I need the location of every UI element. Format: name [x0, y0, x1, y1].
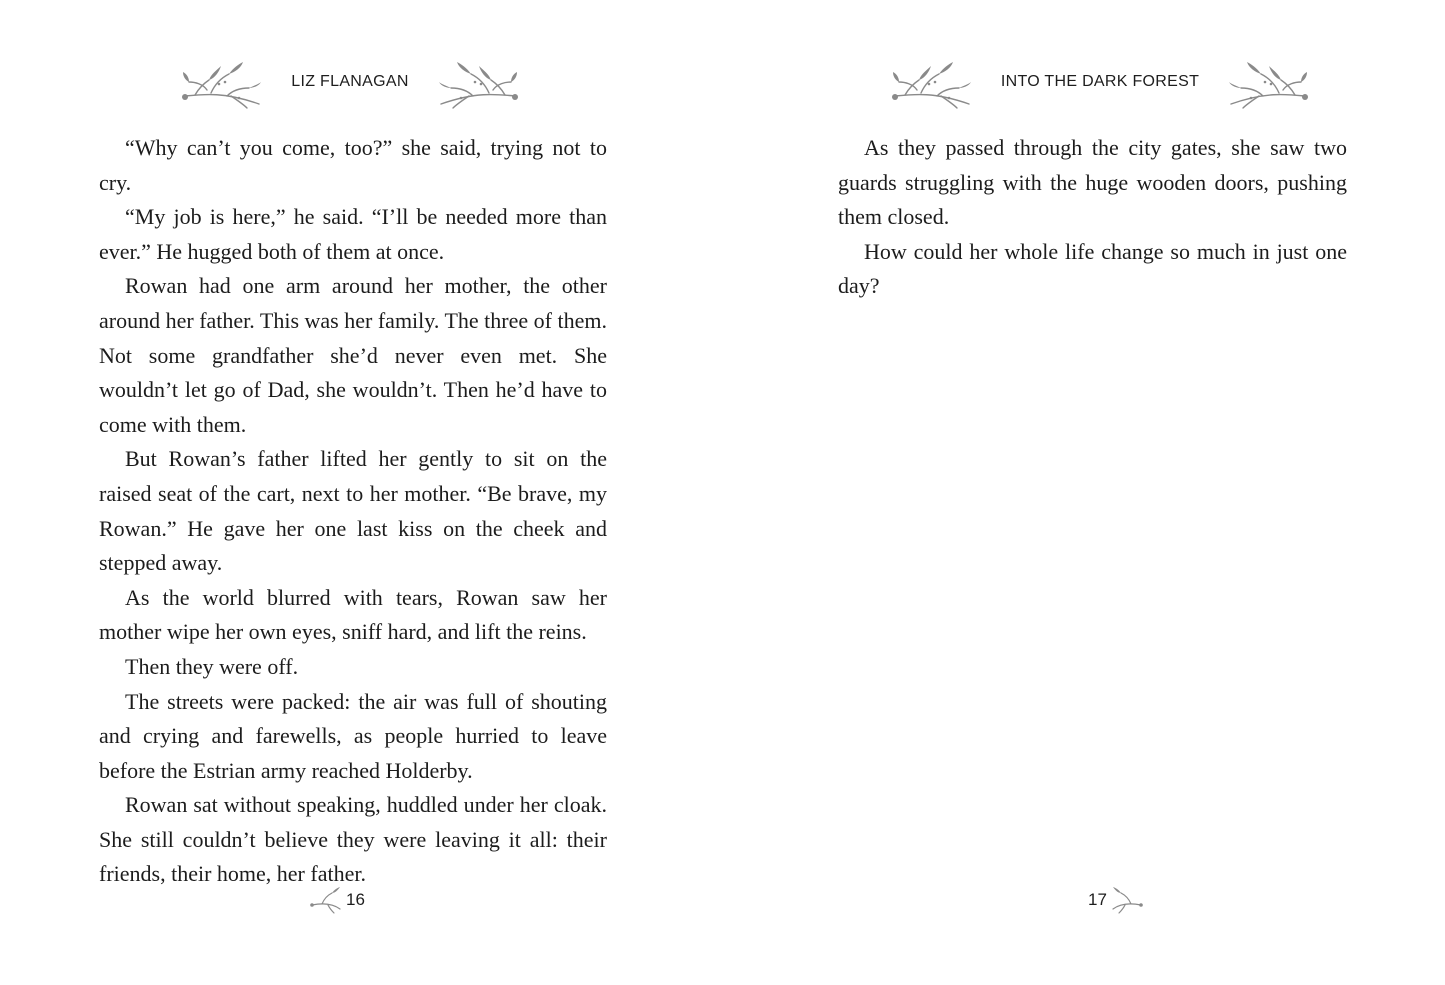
paragraph: How could her whole life change so much in just one day?	[838, 238, 1347, 299]
body-text-left	[99, 131, 607, 892]
running-head-title: INTO THE DARK FOREST	[1000, 73, 1200, 90]
paragraph: Rowan sat without speaking, huddled under her cloak. She still couldn’t believe they were leaving it all: their friends, their home, her father.	[99, 792, 607, 887]
paragraph: The streets were packed: the air was full of shouting and crying and farewells, as people hurried to leave before the Estrian army reached Holderby.	[99, 688, 607, 783]
leaf-sprig-icon	[891, 54, 973, 110]
running-head-left	[150, 54, 550, 110]
page-number-left	[310, 882, 369, 918]
leaf-sprig-icon	[1227, 54, 1309, 110]
leaf-sprig-icon	[1111, 885, 1143, 915]
left-page	[0, 0, 722, 985]
paragraph: Then they were off.	[125, 653, 299, 679]
page-number: 17	[1088, 890, 1107, 909]
leaf-sprig-icon	[181, 54, 263, 110]
body-text-right	[838, 131, 1347, 304]
page-number-right	[1084, 882, 1143, 918]
leaf-sprig-icon	[310, 885, 342, 915]
running-head-right	[900, 54, 1300, 110]
paragraph: “My job is here,” he said. “I’ll be needed more than ever.” He hugged both of them at once.	[99, 204, 607, 264]
page-number: 16	[346, 890, 365, 909]
paragraph: But Rowan’s father lifted her gently to sit on the raised seat of the cart, next to her mother. “Be brave, my Rowan.” He gave her one last kiss on the cheek and stepped away.	[99, 446, 607, 576]
paragraph: As they passed through the city gates, she saw two guards struggling with the huge wooden doors, pushing them closed.	[838, 135, 1347, 230]
right-page	[722, 0, 1445, 985]
paragraph: Rowan had one arm around her mother, the other around her father. This was her family. The three of them. Not some grandfather she’d never even met. She wouldn’t let go of Dad, she wouldn’t. Then he’d have to come with them.	[99, 273, 607, 437]
running-head-author: LIZ FLANAGAN	[291, 73, 409, 90]
leaf-sprig-icon	[437, 54, 519, 110]
paragraph: As the world blurred with tears, Rowan saw her mother wipe her own eyes, sniff hard, and lift the reins.	[99, 584, 607, 645]
paragraph: “Why can’t you come, too?” she said, trying not to cry.	[99, 135, 607, 195]
